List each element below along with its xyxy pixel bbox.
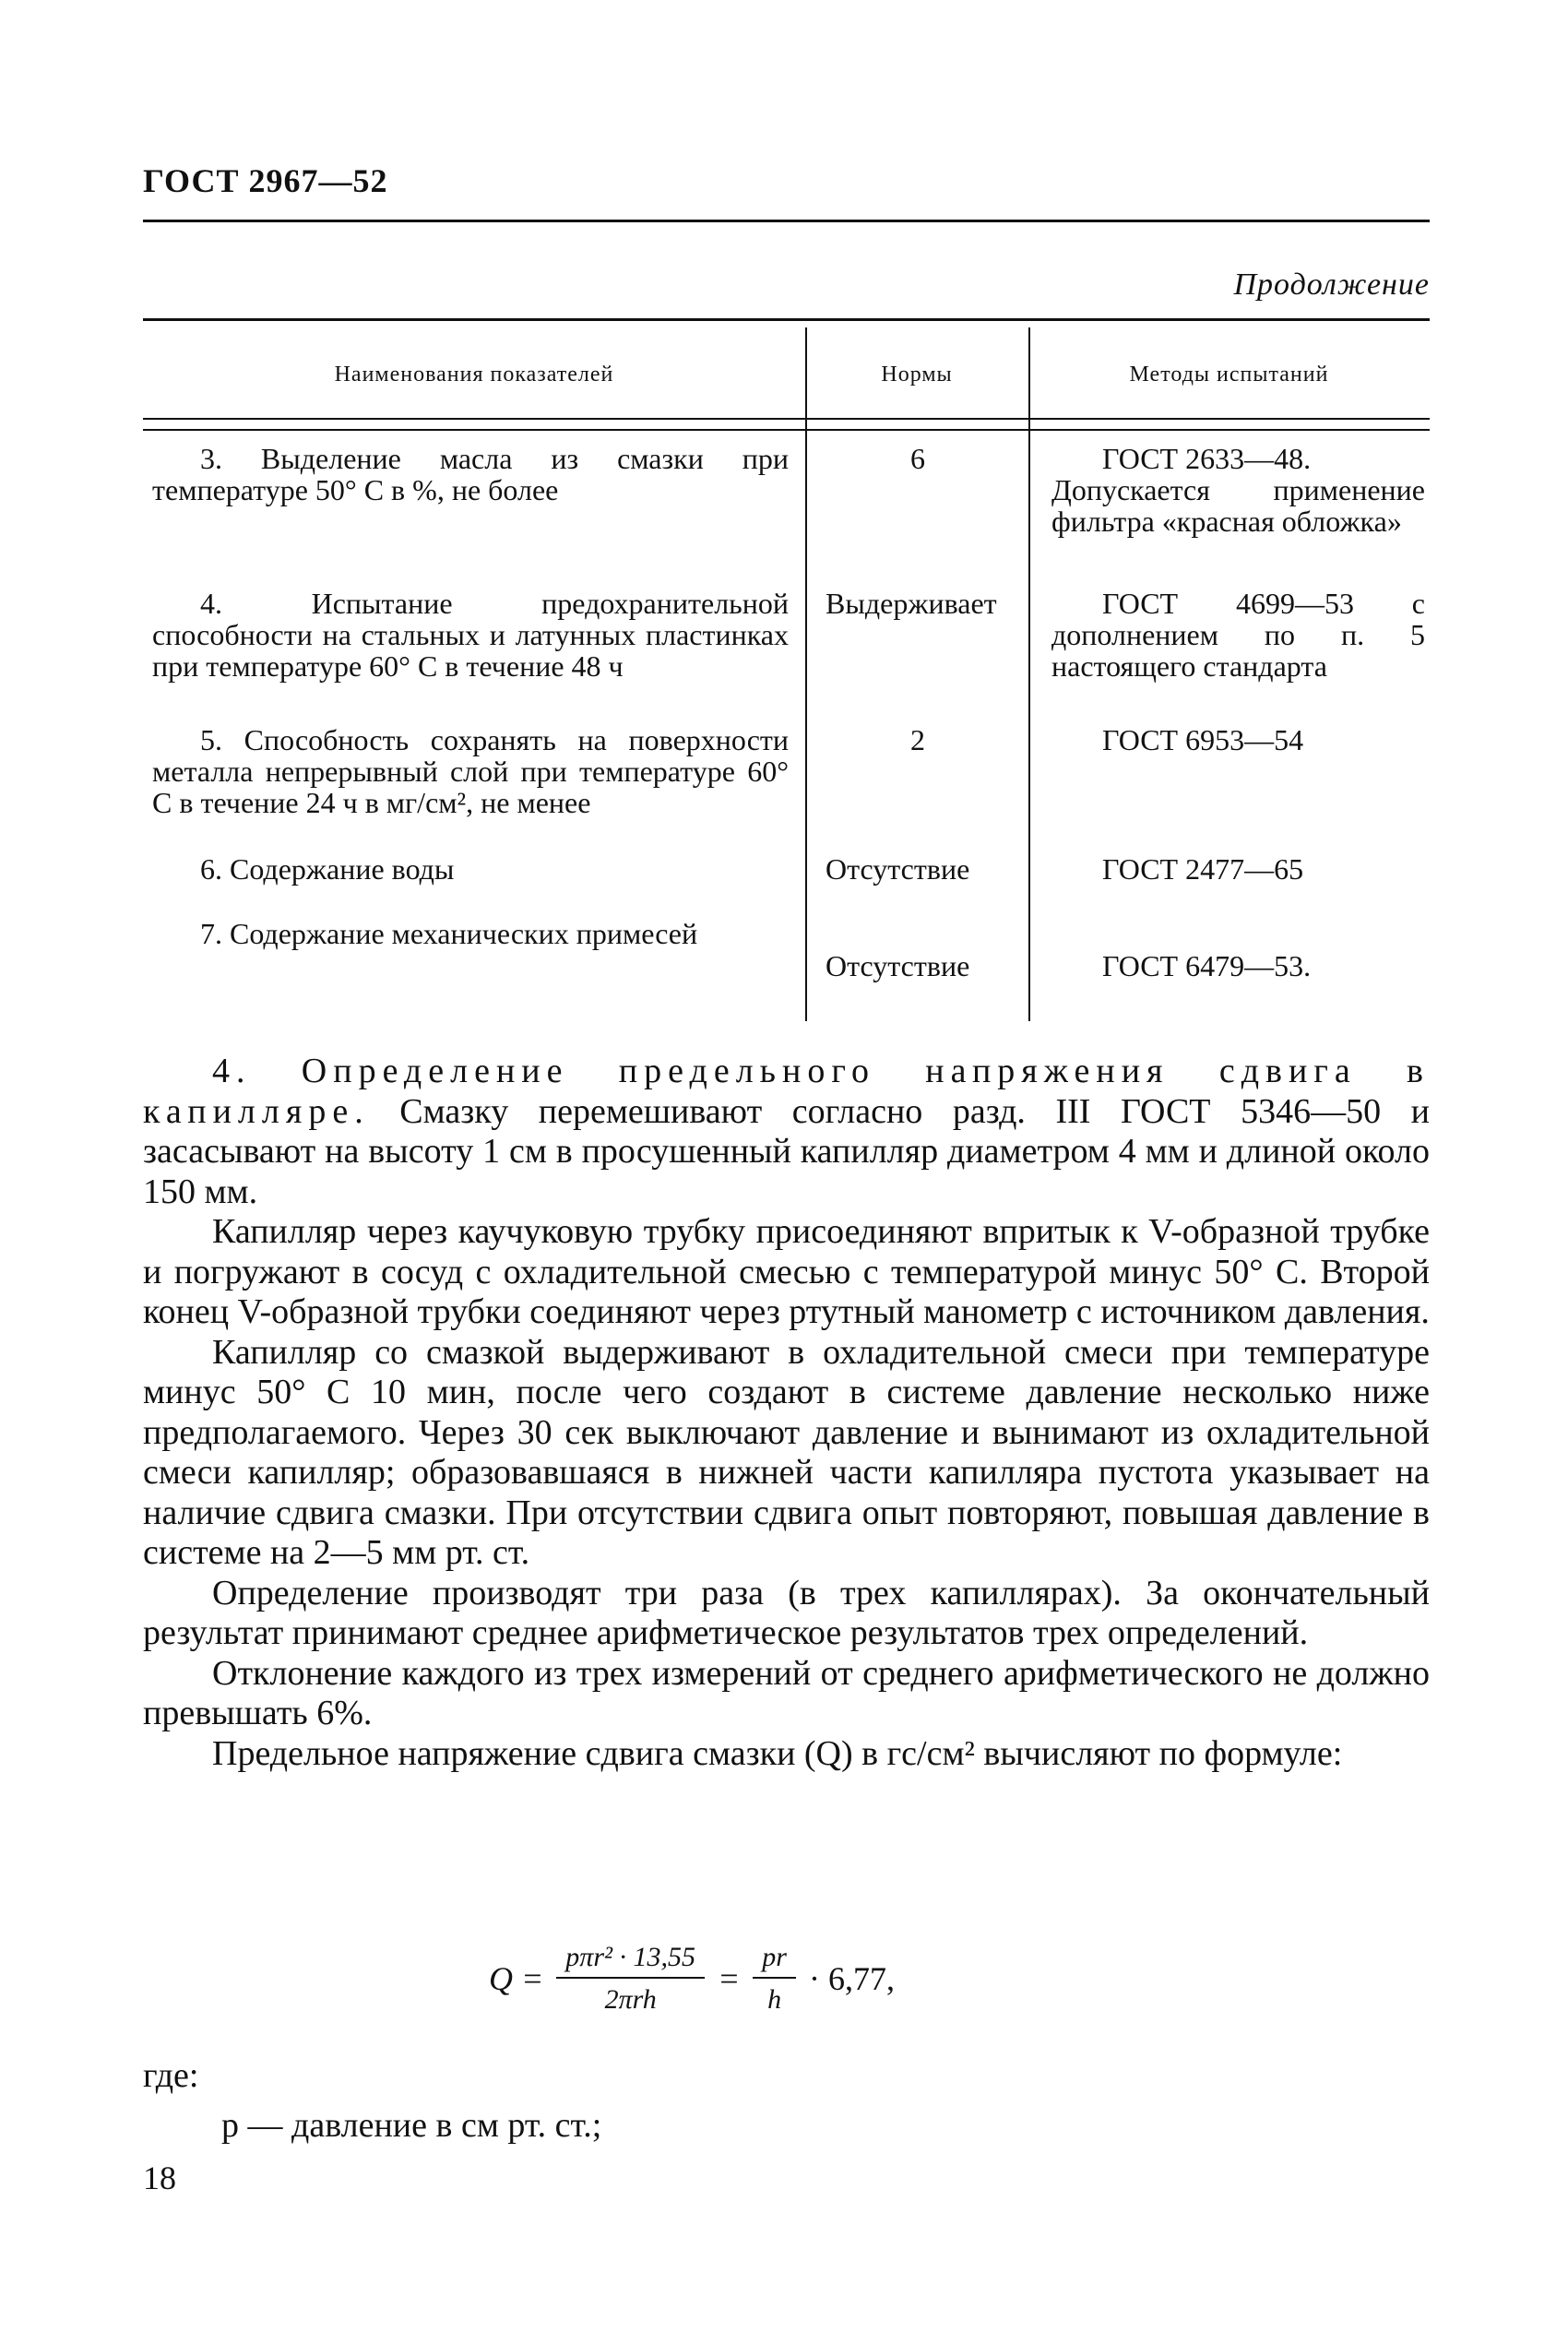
column-header-name: Наименования показателей: [334, 363, 614, 387]
formula-numerator: pr: [753, 1942, 796, 1979]
formula-denominator: h: [767, 1984, 782, 2015]
formula-numerator: pπr² · 13,55: [556, 1942, 705, 1979]
table-row-6-method: ГОСТ 2477—65: [1102, 852, 1304, 886]
table-row-5-norm: 2: [910, 723, 925, 756]
table-row-5-method: ГОСТ 6953—54: [1102, 723, 1304, 756]
section-heading: 4. Определение предельного напряжения сдвига в капилляре.: [143, 1052, 1430, 1131]
table-row-7-method: ГОСТ 6479—53.: [1102, 949, 1312, 982]
column-divider: [1028, 327, 1030, 1021]
where-label: где:: [143, 2056, 199, 2095]
paragraph: Определение производят три раза (в трех капиллярах). За окончательный результат принимают среднее арифметическое результатов трех определений.: [143, 1573, 1430, 1652]
table-row-3-norm: 6: [910, 442, 925, 475]
table-header-rule: [143, 429, 1430, 431]
formula-denominator: 2πrh: [604, 1984, 657, 2015]
paragraph: Отклонение каждого из трех измерений от среднего арифметического не должно превышать 6%.: [143, 1653, 1430, 1732]
table-row-4-name: 4. Испытание предохранительной способности на стальных и латунных пластинках при температуре 60° С в течение 48 ч: [152, 587, 789, 683]
page-number: 18: [143, 2159, 176, 2196]
gost-header: ГОСТ 2967—52: [143, 162, 388, 199]
paragraph: Капилляр через каучуковую трубку присоединяют впритык к V-образной трубке и погружают в сосуд с охладительной смесью с температурой минус 50° С. Второй конец V-образной трубки соединяют через ртутный манометр с источником давления.: [143, 1212, 1430, 1331]
formula-fraction-2: [753, 1942, 796, 2016]
paragraph: Предельное напряжение сдвига смазки (Q) в гс/см² вычисляют по формуле:: [212, 1733, 1343, 1773]
method-standard: ГОСТ 2633—48.: [1102, 442, 1312, 475]
shear-stress-formula: [489, 1942, 895, 2016]
main-text: [143, 1052, 1430, 1774]
table-header-rule: [143, 418, 1430, 420]
column-header-norm: Нормы: [881, 363, 953, 387]
table-row-3-name: 3. Выделение масла из смазки при температуре 50° С в %, не более: [152, 442, 789, 506]
table-row-4-method: ГОСТ 4699—53 с дополнением по п. 5 настоящего стандарта: [1051, 587, 1425, 683]
column-divider: [805, 327, 807, 1021]
formula-equals: =: [718, 1960, 741, 1997]
column-header-method: Методы испытаний: [1129, 363, 1329, 387]
method-note: Допускается применение фильтра «красная обложка»: [1051, 473, 1425, 538]
table-row-5-name: 5. Способность сохранять на поверхности металла непрерывный слой при температуре 60° С в течение 24 ч в мг/см², не менее: [152, 723, 789, 819]
table-top-rule: [143, 318, 1430, 321]
formula-legend-p: p — давление в см рт. ст.;: [221, 2106, 602, 2145]
table-row-6-norm: Отсутствие: [826, 852, 970, 886]
formula-lhs: Q =: [489, 1960, 544, 1997]
table-row-7-name: 7. Содержание механических примесей: [200, 917, 698, 950]
table-row-3-method: [1051, 443, 1425, 537]
paragraph: Капилляр со смазкой выдерживают в охладительной смеси при температуре минус 50° С 10 мин, после чего создают в системе давление несколько ниже предполагаемого. Через 30 сек выключают давление и вынимают из охладительной смеси капилляр; образовавшаяся в нижней части капилляра пустота указывает на наличие сдвига смазки. При отсутствии сдвига опыт повторяют, повышая давление в системе на 2—5 мм рт. ст.: [143, 1332, 1430, 1572]
continuation-label: Продолжение: [1233, 268, 1430, 302]
formula-tail: · 6,77,: [808, 1960, 895, 1997]
paragraph-section-4: [143, 1052, 1430, 1212]
paragraph-text: Смазку перемешивают согласно разд. III ГОСТ 5346—50 и засасывают на высоту 1 см в просушенный капилляр диаметром 4 мм и длиной около 150 мм.: [143, 1091, 1430, 1211]
header-rule: [143, 220, 1430, 222]
table-row-7-norm: Отсутствие: [826, 949, 970, 982]
table-row-6-name: 6. Содержание воды: [200, 852, 455, 886]
formula-fraction-1: [556, 1942, 705, 2016]
table-row-4-norm: Выдерживает: [826, 587, 997, 620]
